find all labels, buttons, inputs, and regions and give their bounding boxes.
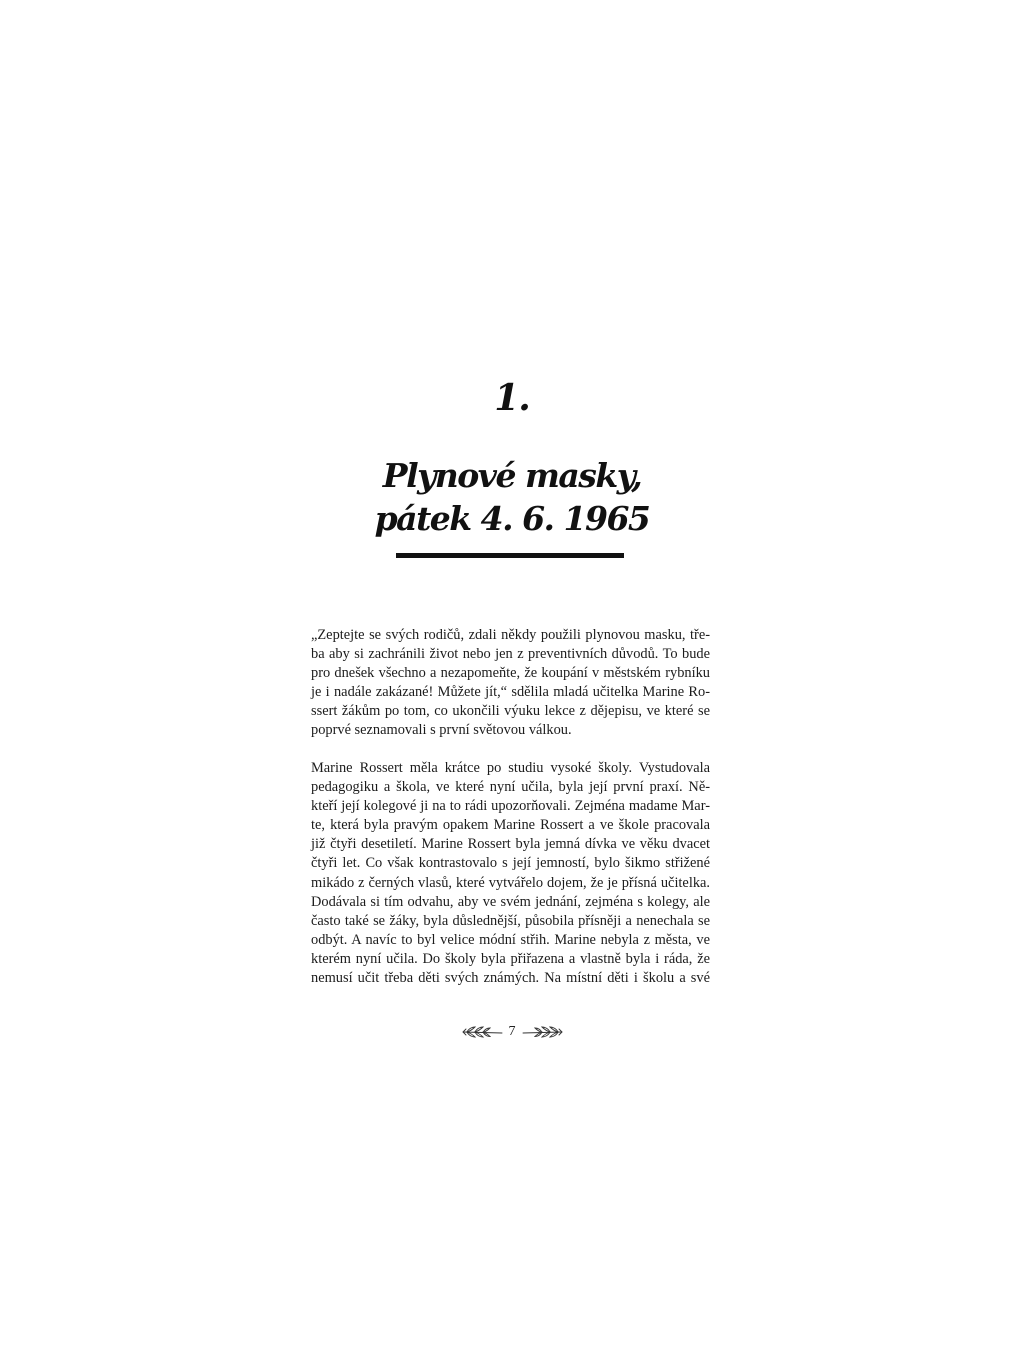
folio [0,1021,1024,1043]
text-line: pro dnešek všechno a nezapomeňte, že koupání v městském rybníku [311,665,710,682]
chapter-number: 1. [494,377,530,419]
text-line: poprvé seznamovali s první světovou válkou. [311,722,572,739]
text-line: ba aby si zachránili život nebo jen z preventivních důvodů. To bude [311,646,710,663]
text-line: již čtyři desetiletí. Marine Rossert byla jemná dívka ve věku dvacet [311,836,710,853]
title-rule [396,553,624,558]
text-line: kteří její kolegové ji na to rádi upozorňovali. Zejména madame Mar- [311,798,710,815]
text-line: často také se žáky, byla důslednější, působila přísněji a nenechala se [311,912,710,929]
text-line: „Zeptejte se svých rodičů, zdali někdy použili plynovou masku, tře- [311,627,710,643]
text-line: čtyři let. Co však kontrastovalo s její jemností, bylo šikmo střižené [311,855,710,872]
laurel-sprig-icon [461,1024,503,1040]
text-line: mikádo z černých vlasů, které vytvářelo dojem, že je přísná učitelka. [311,874,710,891]
paragraph-1 [311,626,710,741]
laurel-sprig-icon [522,1024,564,1040]
text-line: odbýt. A navíc to byl velice módní střih. Marine nebyla z města, ve [311,931,710,948]
text-line: nemusí učit třeba děti svých známých. Na místní děti i školu a své [311,970,710,987]
page-number: 7 [508,1024,516,1039]
chapter-title [0,454,1024,540]
text-line: je i nadále zakázané! Můžete jít,“ sdělila mladá učitelka Marine Ro- [311,684,710,701]
text-line: Marine Rossert měla krátce po studiu vysoké školy. Vystudovala [311,760,710,776]
chapter-title-line-1: Plynové masky, [382,456,642,495]
paragraph-2 [311,759,710,988]
text-line: Dodávala si tím odvahu, aby ve svém jednání, zejména s kolegy, ale [311,893,710,910]
text-line: kterém nyní učila. Do školy byla přiřazena a vlastně byla i ráda, že [311,950,710,967]
chapter-title-line-2: pátek 4. 6. 1965 [374,499,650,538]
text-line: ssert žákům po tom, co ukončili výuku lekce z dějepisu, ve které se [311,703,710,720]
text-line: te, která byla pravým opakem Marine Rossert a ve škole pracovala [311,817,710,834]
text-line: pedagogiku a škola, ve které nyní učila, byla její první praxí. Ně- [311,779,710,796]
